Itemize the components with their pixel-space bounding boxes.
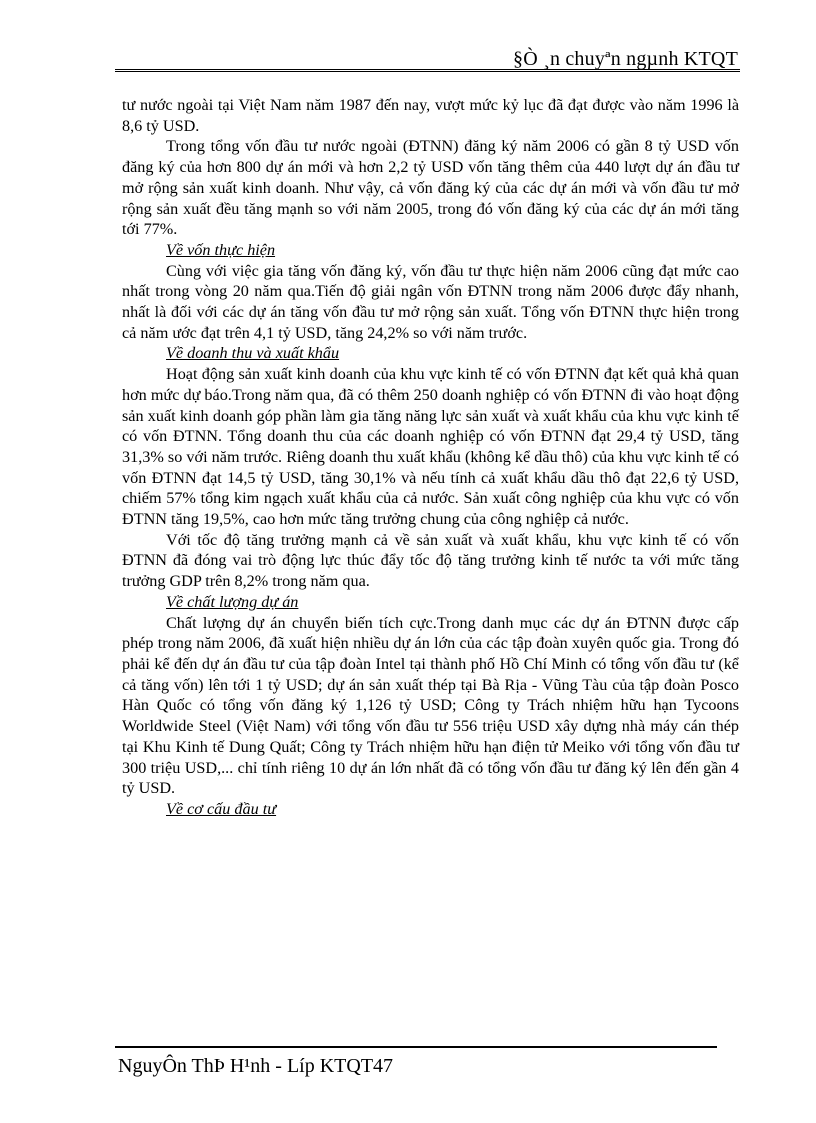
footer-rule xyxy=(115,1046,717,1048)
paragraph-revenue-export: Hoạt động sản xuất kinh doanh của khu vực kinh tế có vốn ĐTNN đạt kết quả khả quan hơn mức dự báo.Trong năm qua, đã có thêm 250 doanh nghiệp có vốn ĐTNN đi vào hoạt động sản xuất kinh doanh góp phần làm gia tăng năng lực sản xuất và xuất khẩu của khu vực kinh tế có vốn ĐTNN. Tổng doanh thu của các doanh nghiệp có vốn ĐTNN đạt 29,4 tỷ USD, tăng 31,3% so với năm trước. Riêng doanh thu xuất khẩu (không kể dầu thô) của khu vực kinh tế có vốn ĐTNN đạt 14,5 tỷ USD, tăng 30,1% và nếu tính cả xuất khẩu dầu thô đạt 22,6 tỷ USD, chiếm 57% tổng kim ngạch xuất khẩu của cả nước. Sản xuất công nghiệp của khu vực có vốn ĐTNN tăng 19,5%, cao hơn mức tăng trưởng chung của công nghiệp cả nước. xyxy=(122,365,739,529)
page-header xyxy=(115,46,740,72)
paragraph-project-quality: Chất lượng dự án chuyển biến tích cực.Trong danh mục các dự án ĐTNN được cấp phép trong năm 2006, đã xuất hiện nhiều dự án lớn của các tập đoàn xuyên quốc gia. Trong đó phải kể đến dự án đầu tư của tập đoàn Intel tại thành phố Hồ Chí Minh có tổng vốn đầu tư (kể cả tăng vốn) lên tới 1 tỷ USD; dự án sản xuất thép tại Bà Rịa - Vũng Tàu của tập đoàn Posco Hàn Quốc có tổng vốn đăng ký 1,126 tỷ USD; Công ty Trách nhiệm hữu hạn Tycoons Worldwide Steel (Việt Nam) với tổng vốn đầu tư 556 triệu USD xây dựng nhà máy cán thép tại Khu Kinh tế Dung Quất; Công ty Trách nhiệm hữu hạn điện tử Meiko với tổng vốn đầu tư 300 triệu USD,... chỉ tính riêng 10 dự án lớn nhất đã có tổng vốn đầu tư đăng ký lên đến gần 4 tỷ USD. xyxy=(122,613,739,798)
paragraph-growth-role: Với tốc độ tăng trưởng mạnh cả về sản xuất và xuất khẩu, khu vực kinh tế có vốn ĐTNN đã đóng vai trò động lực thúc đẩy tốc độ tăng trưởng kinh tế nước ta với mức tăng trưởng GDP trên 8,2% trong năm qua. xyxy=(122,530,739,591)
subheading-implemented-capital: Về vốn thực hiện xyxy=(166,240,276,259)
paragraph-registered-capital: Trong tổng vốn đầu tư nước ngoài (ĐTNN) đăng ký năm 2006 có gần 8 tỷ USD vốn đăng ký của hơn 800 dự án mới và hơn 2,2 tỷ USD vốn tăng thêm của 440 lượt dự án đầu tư mở rộng sản xuất kinh doanh. Như vậy, cả vốn đăng ký của các dự án mới và vốn đầu tư mở rộng sản xuất đều tăng mạnh so với năm 2005, trong đó vốn đăng ký của các dự án mới tăng tới 77%. xyxy=(122,137,739,239)
document-body xyxy=(122,95,739,820)
footer-author: NguyÔn ThÞ H¹nh - Líp KTQT47 xyxy=(118,1055,394,1077)
subheading-investment-structure: Về cơ cấu đầu tư xyxy=(166,799,277,818)
header-rule xyxy=(115,69,740,72)
subheading-project-quality: Về chất lượng dự án xyxy=(166,592,299,611)
subheading-revenue-export: Về doanh thu và xuất khẩu xyxy=(166,344,340,363)
header-title: §Ò ¸n chuyªn ngµnh KTQT xyxy=(513,48,738,70)
paragraph-implemented-capital: Cùng với việc gia tăng vốn đăng ký, vốn đầu tư thực hiện năm 2006 cũng đạt mức cao nhất trong vòng 20 năm qua.Tiến độ giải ngân vốn ĐTNN trong năm 2006 được đẩy nhanh, nhất là đối với các dự án tăng vốn đầu tư mở rộng sản xuất. Tổng vốn ĐTNN thực hiện trong cả năm ước đạt trên 4,1 tỷ USD, tăng 24,2% so với năm trước. xyxy=(122,261,739,342)
paragraph-continuation: tư nước ngoài tại Việt Nam năm 1987 đến nay, vượt mức kỷ lục đã đạt được vào năm 1996 là 8,6 tỷ USD. xyxy=(122,96,739,135)
